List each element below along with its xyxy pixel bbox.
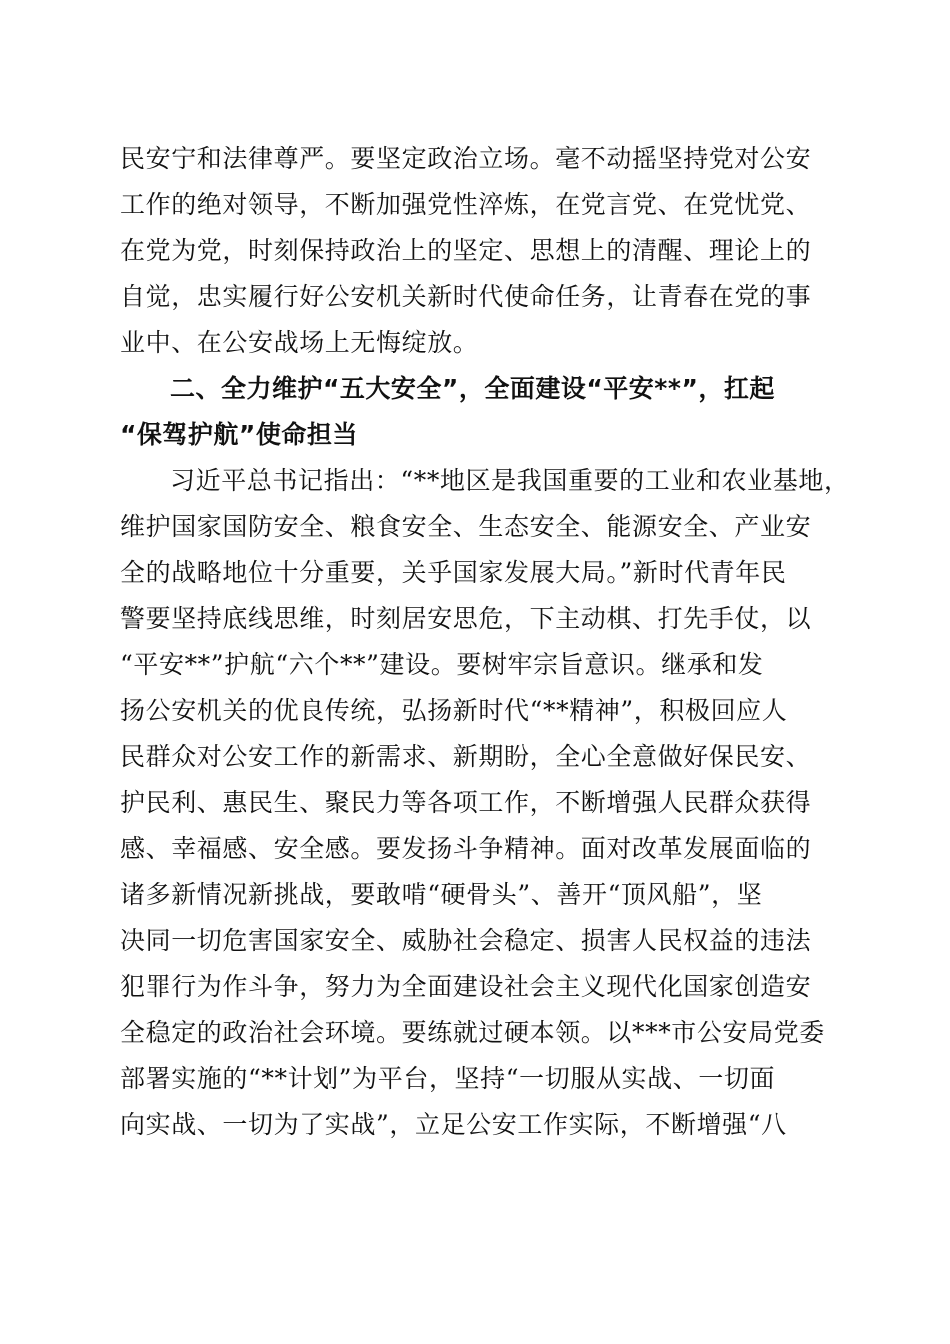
text-line: 在党为党，时刻保持政治上的坚定、思想上的清醒、理论上的 <box>120 236 812 265</box>
text-line: 感、幸福感、安全感。要发扬斗争精神。面对改革发展面临的 <box>120 834 812 863</box>
text-line: 部署实施的“**计划”为平台，坚持“一切服从实战、一切面 <box>120 1064 776 1093</box>
text-line: 扬公安机关的优良传统，弘扬新时代“**精神”，积极回应人 <box>120 696 788 725</box>
text-line: 警要坚持底线思维，时刻居安思危，下主动棋、打先手仗，以 <box>120 604 812 633</box>
heading-line: 二、全力维护“五大安全”，全面建设“平安**”，扛起 <box>170 374 775 403</box>
text-line: 犯罪行为作斗争，努力为全面建设社会主义现代化国家创造安 <box>120 972 812 1001</box>
text-line: 决同一切危害国家安全、威胁社会稳定、损害人民权益的违法 <box>120 926 812 955</box>
text-line: “平安**”护航“六个**”建设。要树牢宗旨意识。继承和发 <box>120 650 764 679</box>
text-line: 全的战略地位十分重要，关乎国家发展大局。”新时代青年民 <box>120 558 787 587</box>
text-line: 工作的绝对领导，不断加强党性淬炼，在党言党、在党忧党、 <box>120 190 812 219</box>
paragraph-five-securities <box>120 458 850 1148</box>
text-line: 护民利、惠民生、聚民力等各项工作，不断增强人民群众获得 <box>120 788 812 817</box>
text-line: 民群众对公安工作的新需求、新期盼，全心全意做好保民安、 <box>120 742 812 771</box>
text-line: 向实战、一切为了实战”，立足公安工作实际，不断增强“八 <box>120 1110 787 1139</box>
text-line: 全稳定的政治社会环境。要练就过硬本领。以***市公安局党委 <box>120 1018 825 1047</box>
heading-line: “保驾护航”使命担当 <box>120 420 358 449</box>
text-line: 维护国家国防安全、粮食安全、生态安全、能源安全、产业安 <box>120 512 812 541</box>
document-body <box>120 136 850 1148</box>
text-line: 习近平总书记指出：“**地区是我国重要的工业和农业基地， <box>170 466 850 495</box>
text-line: 自觉，忠实履行好公安机关新时代使命任务，让青春在党的事 <box>120 282 812 311</box>
text-line: 民安宁和法律尊严。要坚定政治立场。毫不动摇坚持党对公安 <box>120 144 812 173</box>
section-heading-2 <box>120 366 840 458</box>
text-line: 诸多新情况新挑战，要敢啃“硬骨头”、善开“顶风船”，坚 <box>120 880 763 909</box>
text-line: 业中、在公安战场上无悔绽放。 <box>120 328 479 357</box>
paragraph-political-stance <box>120 136 840 366</box>
